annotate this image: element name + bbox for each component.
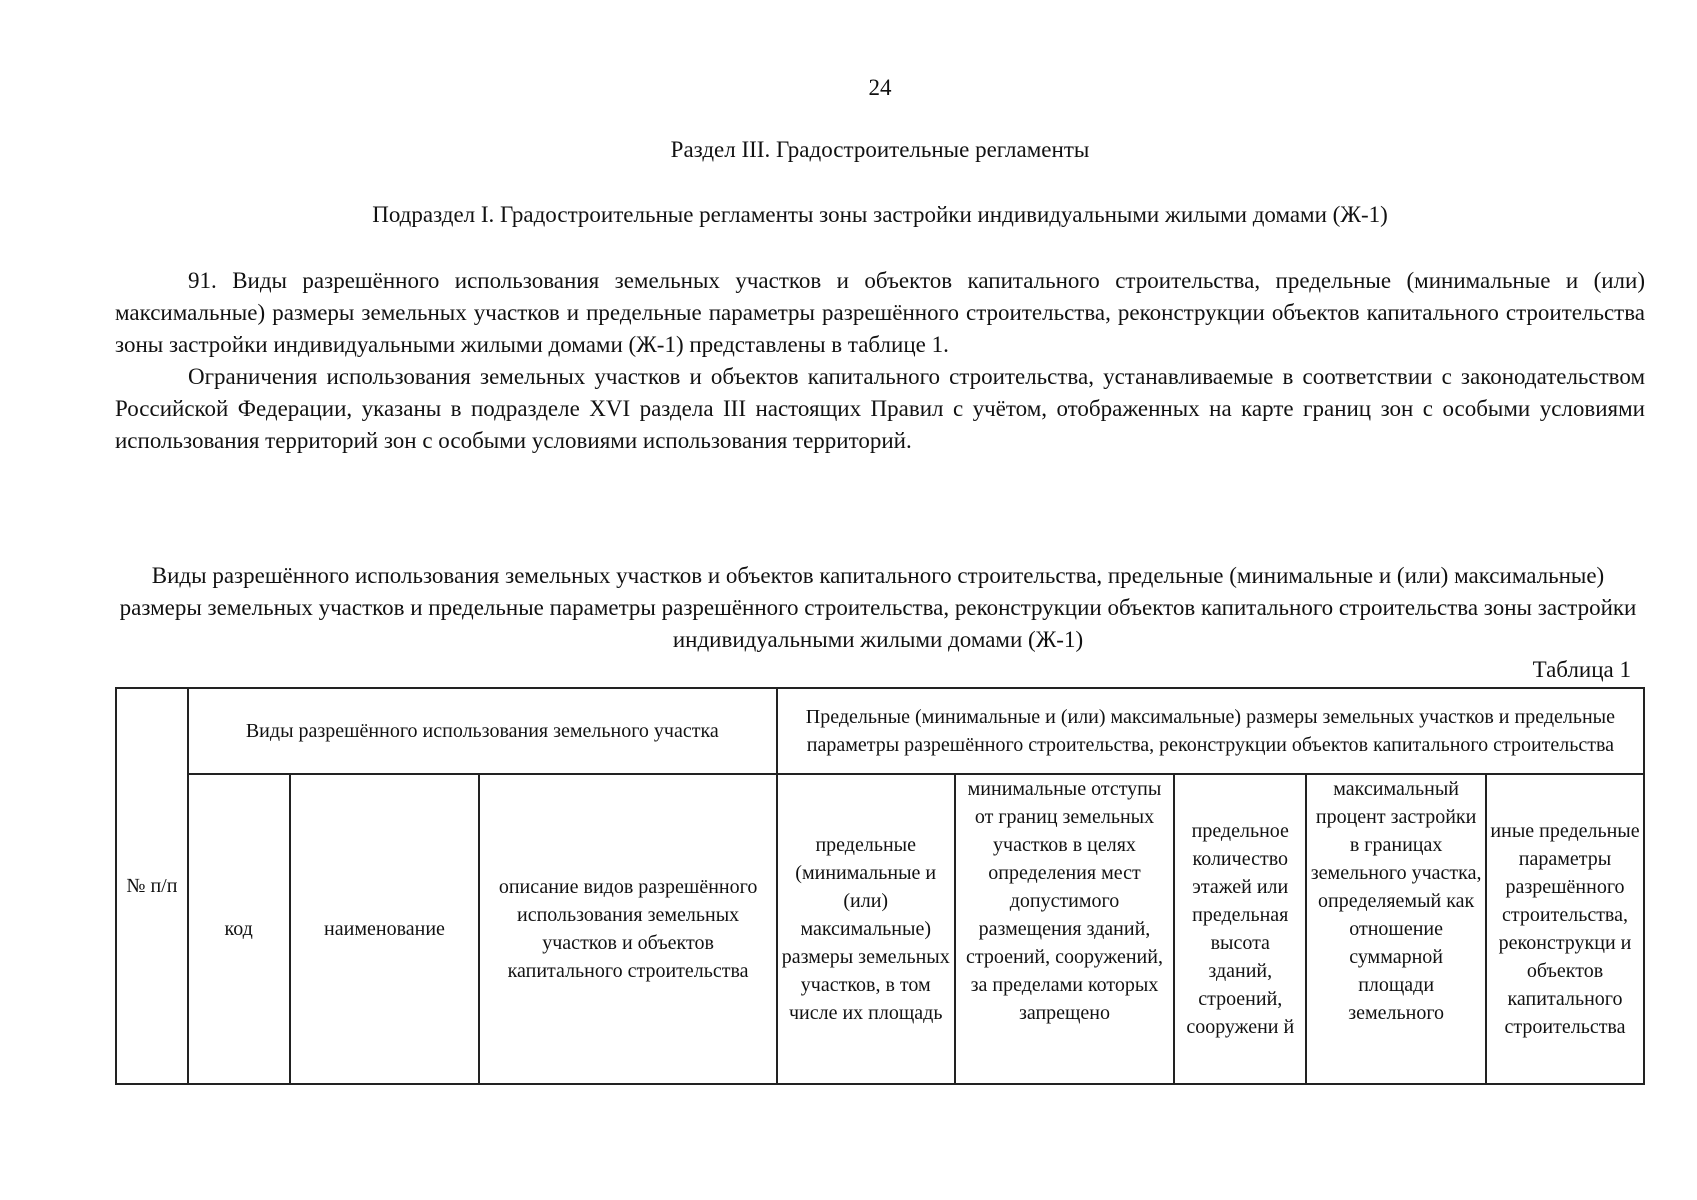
header-floors: предельное количество этажей или предельная высота зданий, строений, сооружени й (1174, 774, 1306, 1084)
header-setbacks: минимальные отступы от границ земельных участков в целях определения мест допустимого размещения зданий, строений, сооружений, за пределами которых запрещено (955, 774, 1175, 1084)
body-text (115, 265, 1645, 457)
table-label: Таблица 1 (1532, 657, 1631, 682)
header-other: иные предельные параметры разрешённого строительства, реконструкци и объектов капитального строительства (1486, 774, 1644, 1084)
regulations-table (115, 687, 1645, 1085)
paragraph-91: 91. Виды разрешённого использования земельных участков и объектов капитального строительства, предельные (минимальные и (или) максимальные) размеры земельных участков и предельные параметры разрешённого строительства, реконструкции объектов капитального строительства зоны застройки индивидуальными жилыми домами (Ж-1) представлены в таблице 1. (115, 268, 1645, 357)
table-header-row-1 (116, 688, 1644, 774)
header-group-limits: Предельные (минимальные и (или) максимальные) размеры земельных участков и предельные параметры разрешённого строительства, реконструкции объектов капитального строительства (777, 688, 1644, 774)
header-area: предельные (минимальные и (или) максимальные) размеры земельных участков, в том числе их площадь (777, 774, 955, 1084)
section-title: Раздел III. Градостроительные регламенты (670, 137, 1090, 162)
paragraph-restrictions: Ограничения использования земельных участков и объектов капитального строительства, устанавливаемые в соответствии с законодательством Российской Федерации, указаны в подразделе XVI раздела III настоящих Правил с учётом, отображенных на карте границ зон с особыми условиями использования территорий зон с особыми условиями использования территорий. (115, 364, 1645, 453)
table-caption: Виды разрешённого использования земельных участков и объектов капитального строительства, предельные (минимальные и (или) максимальные) размеры земельных участков и предельные параметры разрешённого строительства, реконструкции объектов капитального строительства зоны застройки индивидуальными жилыми домами (Ж-1) (119, 563, 1637, 652)
subsection-title: Подраздел I. Градостроительные регламенты зоны застройки индивидуальными жилыми домами (Ж-1) (372, 202, 1388, 227)
page-number: 24 (868, 75, 892, 100)
header-group-uses: Виды разрешённого использования земельного участка (188, 688, 777, 774)
header-coverage: максимальный процент застройки в границах земельного участка, определяемый как отношение суммарной площади земельного (1306, 774, 1486, 1084)
header-description: описание видов разрешённого использования земельных участков и объектов капитального строительства (479, 774, 776, 1084)
header-code: код (188, 774, 290, 1084)
header-name: наименование (290, 774, 480, 1084)
header-number: № п/п (116, 688, 188, 1084)
table-header-row-2 (116, 774, 1644, 1084)
